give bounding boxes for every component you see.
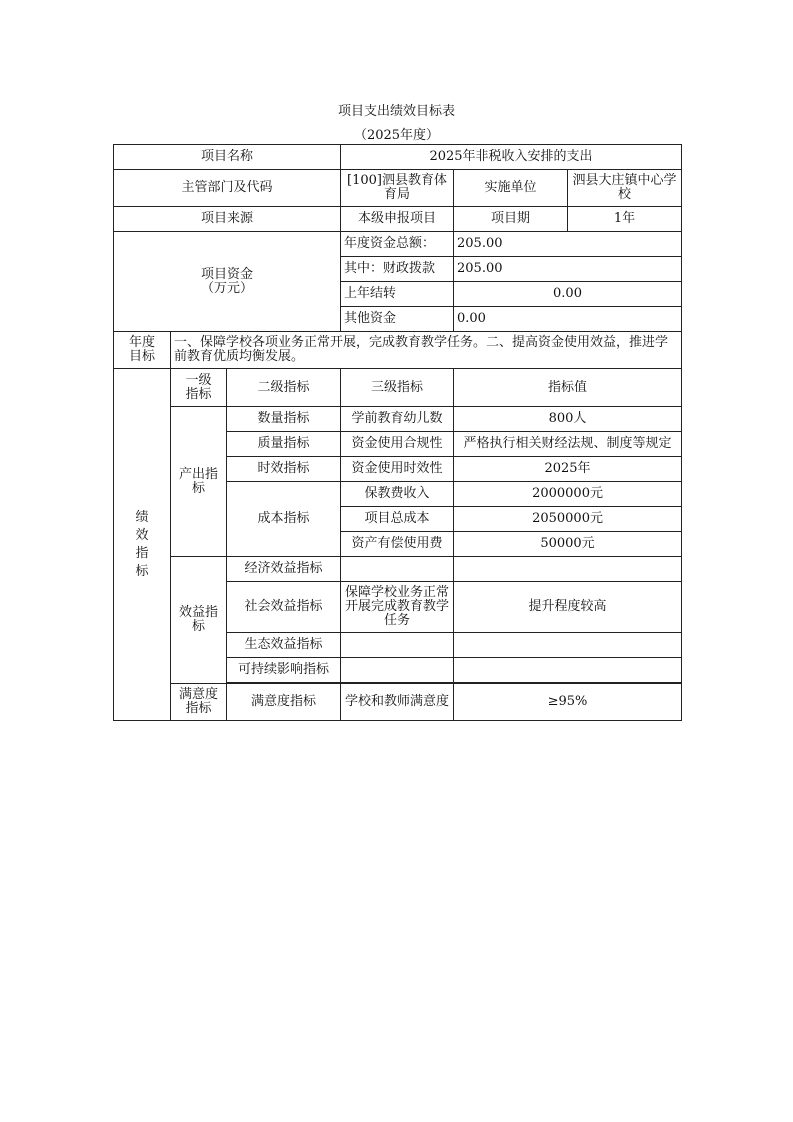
table-row [114, 407, 682, 432]
satisfaction-level2: 满意度指标 [227, 684, 341, 721]
cost-level3: 保教费收入 [341, 482, 454, 507]
quality-level3: 资金使用合规性 [341, 432, 454, 457]
ecological-level2: 生态效益指标 [227, 633, 341, 658]
output-label-text: 产出指标 [178, 466, 218, 496]
funds-other-label: 其他资金 [341, 307, 454, 332]
output-label [171, 407, 227, 557]
cost-level2: 成本指标 [227, 482, 341, 557]
cost-level3: 资产有偿使用费 [341, 532, 454, 557]
table-row [114, 232, 682, 257]
ecological-level3 [341, 633, 454, 658]
timeliness-value: 2025年 [454, 457, 682, 482]
table-row [114, 557, 682, 582]
economic-level2: 经济效益指标 [227, 557, 341, 582]
cost-level3: 项目总成本 [341, 507, 454, 532]
ecological-value [454, 633, 682, 658]
benefit-label [171, 557, 227, 684]
header-level2: 二级指标 [227, 369, 341, 407]
cost-value: 2000000元 [454, 482, 682, 507]
cost-value: 2050000元 [454, 507, 682, 532]
table-row [114, 684, 682, 721]
period-value: 1年 [568, 207, 682, 232]
project-name-label: 项目名称 [114, 145, 341, 170]
annual-goal-text: 一、保障学校各项业务正常开展，完成教育教学任务。二、提高资金使用效益，推进学前教育优质均衡发展。 [171, 332, 682, 369]
funds-other-value: 0.00 [454, 307, 682, 332]
perf-label [114, 369, 171, 721]
header-value: 指标值 [454, 369, 682, 407]
funds-fiscal-value: 205.00 [454, 257, 682, 282]
economic-level3 [341, 557, 454, 582]
annual-goal-label [114, 332, 171, 369]
header-level1 [171, 369, 227, 407]
funds-label [114, 232, 341, 332]
funds-total-label: 年度资金总额： [341, 232, 454, 257]
header-level1-text: 一级指标 [185, 372, 212, 402]
funds-label-text: 项目资金（万元） [200, 266, 253, 296]
satisfaction-level3: 学校和教师满意度 [341, 684, 454, 721]
perf-label-text: 绩效指标 [135, 509, 149, 579]
source-label: 项目来源 [114, 207, 341, 232]
performance-table [113, 144, 682, 721]
table-row [114, 207, 682, 232]
benefit-label-text: 效益指标 [178, 605, 218, 634]
quantity-value: 800人 [454, 407, 682, 432]
funds-fiscal-label: 其中：财政拨款 [341, 257, 454, 282]
sustainable-value [454, 658, 682, 683]
table-row [114, 145, 682, 170]
quantity-level2: 数量指标 [227, 407, 341, 432]
annual-goal-label-text: 年度目标 [128, 335, 155, 364]
page-title: 项目支出绩效目标表 [337, 104, 455, 119]
timeliness-level3: 资金使用时效性 [341, 457, 454, 482]
dept-label: 主管部门及代码 [114, 170, 341, 207]
quality-level2: 质量指标 [227, 432, 341, 457]
dept-value: [100]泗县教育体育局 [341, 170, 454, 207]
table-row [114, 332, 682, 369]
quality-value: 严格执行相关财经法规、制度等规定 [454, 432, 682, 457]
satisfaction-label-text: 满意度指标 [178, 687, 218, 716]
funds-carryover-label: 上年结转 [341, 282, 454, 307]
table-row [114, 369, 682, 407]
quantity-level3: 学前教育幼儿数 [341, 407, 454, 432]
timeliness-level2: 时效指标 [227, 457, 341, 482]
social-level3: 保障学校业务正常开展完成教育教学任务 [341, 582, 454, 633]
satisfaction-label [171, 684, 227, 721]
source-value: 本级申报项目 [341, 207, 454, 232]
funds-carryover-value: 0.00 [454, 282, 682, 307]
page-subtitle: （2025年度） [353, 128, 440, 143]
period-label: 项目期 [454, 207, 568, 232]
social-value: 提升程度较高 [454, 582, 682, 633]
table-row [114, 170, 682, 207]
project-name-value: 2025年非税收入安排的支出 [341, 145, 682, 170]
sustainable-level2: 可持续影响指标 [227, 658, 341, 683]
cost-value: 50000元 [454, 532, 682, 557]
header-level3: 三级指标 [341, 369, 454, 407]
impl-unit-value: 泗县大庄镇中心学校 [568, 170, 682, 207]
impl-unit-label: 实施单位 [454, 170, 568, 207]
satisfaction-value: ≥95% [454, 684, 682, 721]
social-level2: 社会效益指标 [227, 582, 341, 633]
economic-value [454, 557, 682, 582]
funds-total-value: 205.00 [454, 232, 682, 257]
sustainable-level3 [341, 658, 454, 683]
